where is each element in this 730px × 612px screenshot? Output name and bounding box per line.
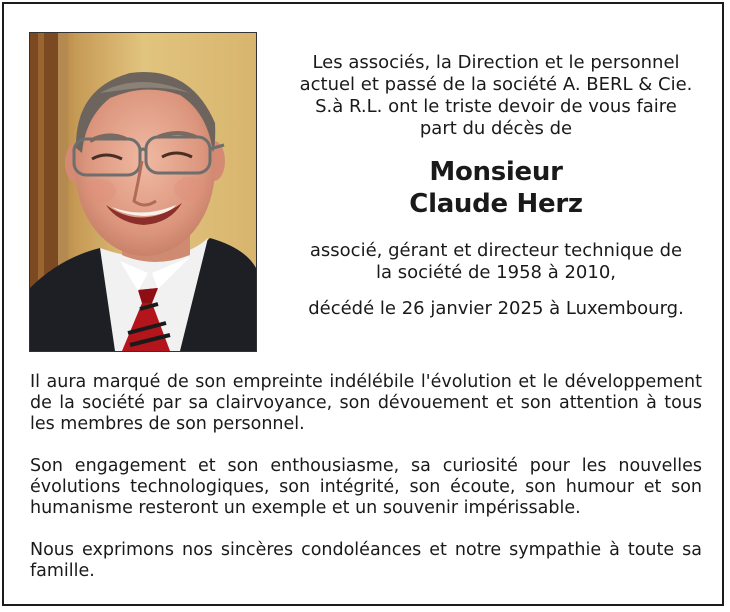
deceased-name: [268, 156, 724, 220]
intro-line: Les associés, la Direction et le personnel: [312, 52, 680, 73]
death-line: décédé le 26 janvier 2025 à Luxembourg.: [308, 298, 684, 319]
intro-line: part du décès de: [419, 118, 573, 139]
tribute-paragraph: Son engagement et son enthousiasme, sa curiosité pour les nouvelles évolutions technologiques, son intégrité, son écoute, son humour et son humanisme resteront un exemple et un souvenir impérissable.: [30, 456, 702, 518]
intro-line: actuel et passé de la société A. BERL & Cie.: [299, 74, 693, 95]
name-title: Monsieur: [429, 157, 563, 187]
notice-header: [268, 52, 724, 320]
role-line: la société de 1958 à 2010,: [375, 262, 616, 283]
portrait-image: [30, 33, 256, 351]
name-full: Claude Herz: [409, 189, 583, 219]
intro-line: S.à R.L. ont le triste devoir de vous faire: [315, 96, 677, 117]
tribute-body: [30, 372, 702, 603]
role-text: [268, 240, 724, 284]
role-line: associé, gérant et directeur technique de: [309, 240, 683, 261]
tribute-paragraph: Nous exprimons nos sincères condoléances et notre sympathie à toute sa famille.: [30, 540, 702, 581]
intro-text: [268, 52, 724, 140]
portrait-photo: [29, 32, 257, 352]
tribute-paragraph: Il aura marqué de son empreinte indélébile l'évolution et le développement de la société par sa clairvoyance, son dévouement et son attention à tous les membres de son personnel.: [30, 372, 702, 434]
